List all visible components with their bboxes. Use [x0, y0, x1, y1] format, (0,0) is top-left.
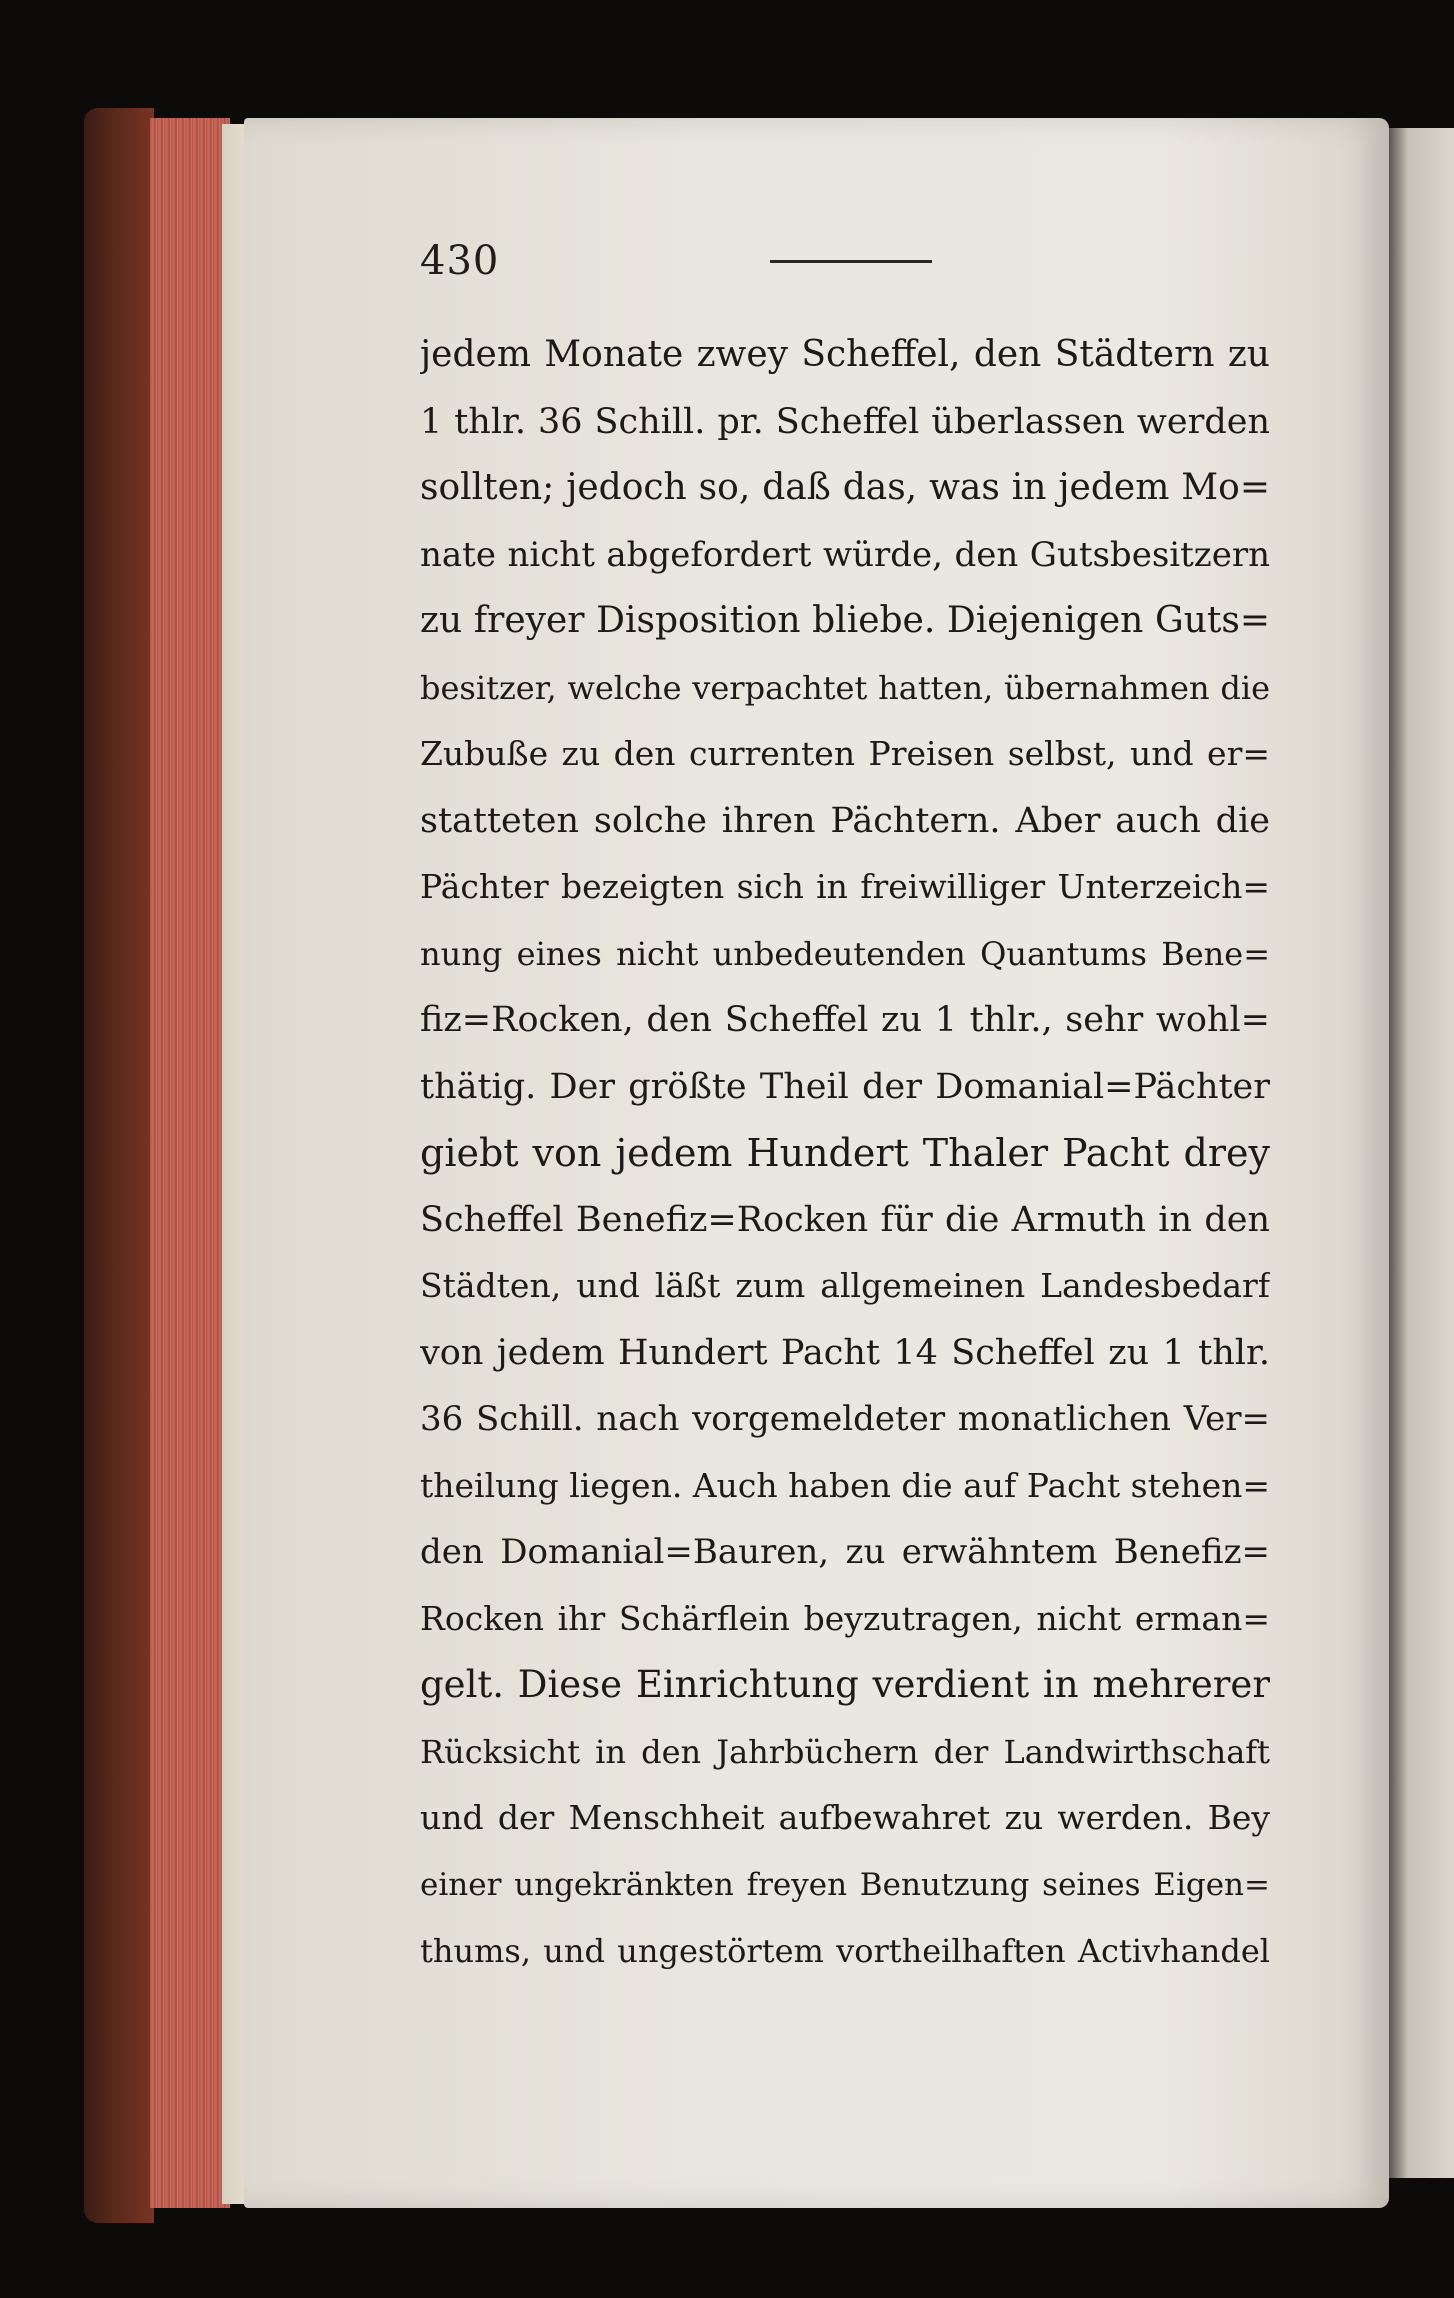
text-line: thums, und ungestörtem vortheilhaften Activhandel: [420, 1932, 1270, 1970]
text-line: jedem Monate zwey Scheffel, den Städtern zu: [420, 334, 1270, 375]
text-line: Städten, und läßt zum allgemeinen Landesbedarf: [420, 1266, 1270, 1305]
text-line: besitzer, welche verpachtet hatten, übernahmen die: [420, 668, 1270, 707]
book-cover-edge: [84, 108, 154, 2223]
text-line: zu freyer Disposition bliebe. Diejenigen Guts=: [420, 600, 1270, 641]
text-line: 36 Schill. nach vorgemeldeter monatlichen Ver=: [420, 1399, 1270, 1439]
text-line: theilung liegen. Auch haben die auf Pacht stehen=: [420, 1465, 1270, 1505]
text-line: von jedem Hundert Pacht 14 Scheffel zu 1 thlr.: [420, 1332, 1270, 1373]
text-line: Rocken ihr Schärflein beyzutragen, nicht erman=: [420, 1598, 1270, 1638]
text-line: einer ungekränkten freyen Benutzung seines Eigen=: [420, 1866, 1270, 1903]
text-line: nung eines nicht unbedeutenden Quantums Bene=: [420, 934, 1270, 973]
text-line: und der Menschheit aufbewahret zu werden. Bey: [420, 1798, 1270, 1837]
text-line: Pächter bezeigten sich in freiwilliger Unterzeich=: [420, 867, 1270, 906]
text-line: Rücksicht in den Jahrbüchern der Landwirthschaft: [420, 1732, 1270, 1771]
facing-page-edge: [1389, 128, 1454, 2178]
page-number: 430: [420, 238, 500, 284]
text-line: fiz=Rocken, den Scheffel zu 1 thlr., sehr wohl=: [420, 1000, 1270, 1040]
header-rule: [770, 260, 932, 263]
text-line: giebt von jedem Hundert Thaler Pacht drey: [420, 1131, 1270, 1175]
text-line: gelt. Diese Einrichtung verdient in mehrerer: [420, 1663, 1270, 1706]
text-line: den Domanial=Bauren, zu erwähntem Benefiz=: [420, 1532, 1270, 1572]
text-line: nate nicht abgefordert würde, den Gutsbesitzern: [420, 534, 1270, 575]
text-line: thätig. Der größte Theil der Domanial=Pächter: [420, 1066, 1270, 1107]
text-line: statteten solche ihren Pächtern. Aber auch die: [420, 800, 1270, 841]
text-line: Zubuße zu den currenten Preisen selbst, und er=: [420, 734, 1270, 773]
page-block-edge: [150, 118, 230, 2208]
body-text: [420, 322, 1270, 1985]
text-line: 1 thlr. 36 Schill. pr. Scheffel überlassen werden: [420, 401, 1270, 442]
text-line: Scheffel Benefiz=Rocken für die Armuth in den: [420, 1199, 1270, 1240]
text-line: sollten; jedoch so, daß das, was in jedem Mo=: [420, 467, 1270, 508]
